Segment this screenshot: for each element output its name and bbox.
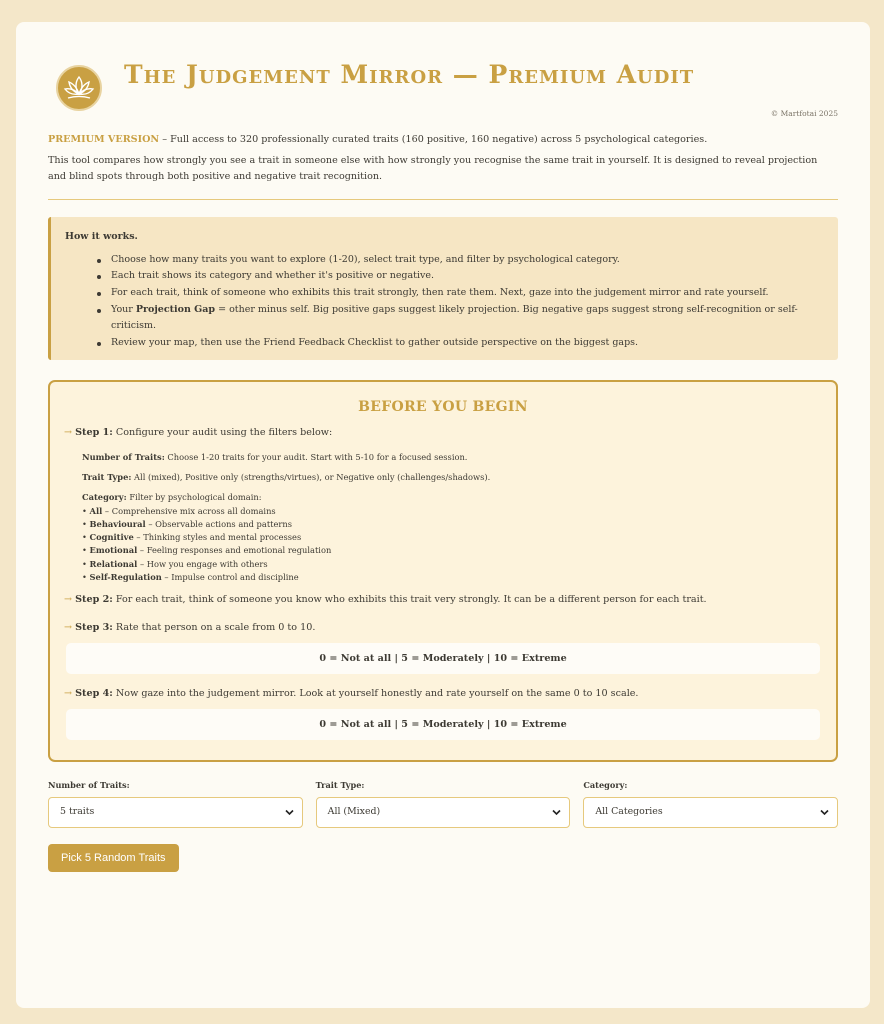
list-item: Choose how many traits you want to explore (1-20), select trait type, and filter by psychological category.	[95, 252, 824, 269]
list-item	[95, 302, 824, 335]
category-filter	[583, 780, 838, 828]
category-name: Relational	[89, 558, 138, 569]
chevron-down-icon	[285, 809, 294, 816]
premium-text: – Full access to 320 professionally curated traits (160 positive, 160 negative) across 5 psychological categories.	[159, 134, 708, 145]
step-label: Step 2:	[75, 594, 113, 606]
arrow-right-icon: →	[64, 594, 73, 606]
copyright-notice: © Martfotai 2025	[770, 109, 838, 118]
trait-type-select[interactable]	[316, 797, 571, 828]
help-text: All (mixed), Positive only (strengths/virtues), or Negative only (challenges/shadows).	[131, 472, 491, 483]
list-item: Review your map, then use the Friend Feedback Checklist to gather outside perspective on the biggest gaps.	[95, 335, 824, 352]
lotus-icon	[56, 65, 102, 111]
list-item: Each trait shows its category and whether it's positive or negative.	[95, 268, 824, 285]
category-desc: – How you engage with others	[137, 558, 268, 569]
chevron-down-icon	[820, 809, 829, 816]
help-text: Choose 1-20 traits for your audit. Start with 5-10 for a focused session.	[164, 451, 468, 462]
category-desc: – Observable actions and patterns	[145, 518, 292, 529]
step-text: Now gaze into the judgement mirror. Look at yourself honestly and rate yourself on the same 0 to 10 scale.	[112, 687, 639, 699]
step-1	[64, 426, 822, 440]
category-item: • Cognitive – Thinking styles and mental processes	[82, 532, 302, 543]
before-you-begin-title: BEFORE YOU BEGIN	[358, 399, 528, 416]
intro-description: This tool compares how strongly you see a trait in someone else with how strongly you recognise the same trait in yourself. It is designed to reveal projection and blind spots through both positive and negative trait recognition.	[48, 155, 818, 182]
trait-type-help	[82, 471, 822, 484]
step-2	[64, 593, 822, 607]
trait-type-filter	[316, 780, 571, 828]
main-card	[16, 22, 870, 1008]
gap-term: Projection Gap	[135, 303, 216, 315]
rating-scale: 0 = Not at all | 5 = Moderately | 10 = Extreme	[66, 643, 820, 674]
divider	[48, 199, 838, 200]
gap-text: = other minus self. Big positive gaps suggest likely projection. Big negative gaps suggest strong self-recognition or self-criticism.	[111, 303, 798, 332]
step-label: Step 3:	[75, 621, 113, 633]
header	[48, 60, 838, 140]
filters	[48, 780, 838, 828]
trait-count-select[interactable]	[48, 797, 303, 828]
category-item: • Emotional – Feeling responses and emotional regulation	[82, 545, 332, 556]
help-label: Category:	[82, 492, 127, 503]
category-item: • All – Comprehensive mix across all domains	[82, 505, 276, 516]
step-4	[64, 687, 822, 701]
category-item: • Self-Regulation – Impulse control and discipline	[82, 571, 299, 582]
category-name: Cognitive	[89, 532, 134, 543]
category-desc: – Comprehensive mix across all domains	[102, 505, 276, 516]
category-name: All	[89, 505, 103, 516]
category-name: Behavioural	[89, 518, 146, 529]
category-item: • Relational – How you engage with others	[82, 558, 268, 569]
step-text: Configure your audit using the filters below:	[112, 427, 333, 439]
arrow-right-icon: →	[64, 427, 73, 439]
filter-label: Category:	[583, 780, 628, 791]
category-name: Emotional	[89, 545, 138, 556]
category-select[interactable]	[583, 797, 838, 828]
step-3	[64, 621, 822, 635]
select-value: All Categories	[595, 806, 663, 818]
category-desc: – Feeling responses and emotional regulation	[137, 545, 332, 556]
step-label: Step 4:	[75, 687, 113, 699]
step-label: Step 1:	[75, 427, 113, 439]
category-item: • Behavioural – Observable actions and patterns	[82, 518, 292, 529]
category-desc: – Thinking styles and mental processes	[133, 532, 302, 543]
trait-count-filter	[48, 780, 303, 828]
filter-label: Number of Traits:	[48, 780, 130, 791]
page-title: The Judgement Mirror — Premium Audit	[124, 60, 695, 89]
help-label: Number of Traits:	[82, 451, 165, 462]
how-it-works-list	[65, 252, 824, 352]
how-it-works-title: How it works.	[65, 231, 138, 243]
select-value: All (Mixed)	[327, 806, 381, 818]
category-help	[82, 491, 822, 504]
rating-scale: 0 = Not at all | 5 = Moderately | 10 = Extreme	[66, 709, 820, 740]
step-text: Rate that person on a scale from 0 to 10.	[112, 621, 316, 633]
arrow-right-icon: →	[64, 621, 73, 633]
list-item: For each trait, think of someone who exhibits this trait strongly, then rate them. Next, gaze into the judgement mirror and rate yourself.	[95, 285, 824, 302]
chevron-down-icon	[552, 809, 561, 816]
num-traits-help	[82, 451, 822, 464]
gap-prefix: Your	[111, 303, 136, 315]
category-desc: – Impulse control and discipline	[161, 571, 299, 582]
help-label: Trait Type:	[82, 472, 132, 483]
arrow-right-icon: →	[64, 687, 73, 699]
step-text: For each trait, think of someone you know who exhibits this trait very strongly. It can be a different person for each trait.	[112, 594, 707, 606]
select-value: 5 traits	[60, 806, 95, 818]
before-you-begin-box	[48, 380, 838, 762]
category-name: Self-Regulation	[89, 571, 162, 582]
premium-label: PREMIUM VERSION	[48, 134, 160, 145]
pick-random-traits-button[interactable]: Pick 5 Random Traits	[48, 844, 179, 872]
help-text: Filter by psychological domain:	[126, 492, 262, 503]
how-it-works-box	[48, 217, 838, 360]
filter-label: Trait Type:	[315, 780, 365, 791]
